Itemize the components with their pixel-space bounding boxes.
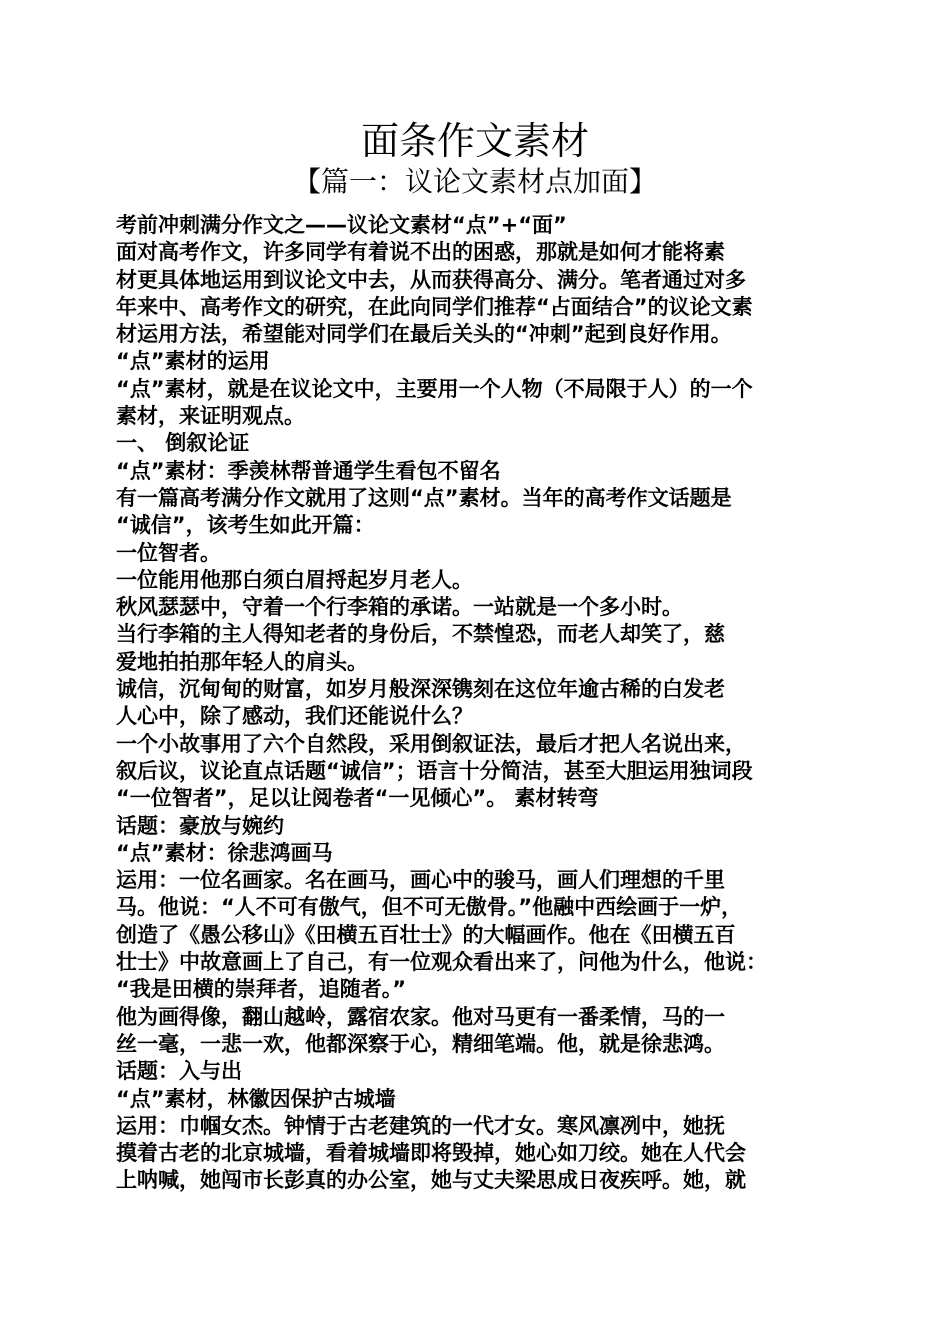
document-title: 面条作文素材 bbox=[360, 119, 589, 163]
body-line: 材更具体地运用到议论文中去，从而获得高分、满分。笔者通过对多 bbox=[116, 267, 746, 292]
body-line: 年来中、高考作文的研究，在此向同学们推荐“占面结合”的议论文素 bbox=[116, 294, 753, 319]
body-line: “一位智者”，足以让阅卷者“一见倾心”。 素材转弯 bbox=[116, 786, 599, 811]
body-line: 创造了《愚公移山》《田横五百壮士》的大幅画作。他在《田横五百 bbox=[116, 922, 736, 947]
body-line: “点”素材，林徽因保护古城墙 bbox=[116, 1086, 396, 1111]
body-line: “诚信”，该考生如此开篇： bbox=[116, 513, 375, 538]
body-line: 有一篇高考满分作文就用了这则“点”素材。当年的高考作文话题是 bbox=[116, 485, 732, 510]
body-line: “点”素材：季羡林帮普通学生看包不留名 bbox=[116, 458, 501, 483]
body-line: 一位智者。 bbox=[116, 540, 221, 565]
body-line: 爱地拍拍那年轻人的肩头。 bbox=[116, 649, 368, 674]
body-line: “点”素材，就是在议论文中，主要用一个人物（不局限于人）的一个 bbox=[116, 376, 753, 401]
body-line: 一位能用他那白须白眉捋起岁月老人。 bbox=[116, 567, 473, 592]
body-line: 摸着古老的北京城墙，看着城墙即将毁掉，她心如刀绞。她在人代会 bbox=[116, 1141, 746, 1166]
body-line: 话题：入与出 bbox=[116, 1059, 242, 1084]
body-line: 壮士》中故意画上了自己，有一位观众看出来了，问他为什么，他说： bbox=[116, 950, 767, 975]
body-line: 诚信，沉甸甸的财富，如岁月般深深镌刻在这位年逾古稀的白发老 bbox=[116, 677, 725, 702]
body-line: 话题：豪放与婉约 bbox=[116, 813, 284, 838]
body-line: 面对高考作文，许多同学有着说不出的困惑，那就是如何才能将素 bbox=[116, 240, 725, 265]
body-line: 一、 倒叙论证 bbox=[116, 431, 250, 456]
body-line: 素材，来证明观点。 bbox=[116, 404, 305, 429]
body-line: 他为画得像，翻山越岭，露宿农家。他对马更有一番柔情，马的一 bbox=[116, 1004, 725, 1029]
body-line: “点”素材：徐悲鸿画马 bbox=[116, 840, 333, 865]
body-line: 人心中，除了感动，我们还能说什么？ bbox=[116, 704, 473, 729]
body-line: 考前冲刺满分作文之——议论文素材“点”+“面” bbox=[116, 213, 567, 237]
body-line: 运用：一位名画家。名在画马，画心中的骏马，画人们理想的千里 bbox=[116, 868, 725, 893]
document-body bbox=[116, 212, 846, 1195]
body-line: “我是田横的崇拜者，追随者。” bbox=[116, 977, 407, 1002]
body-line: 丝一毫，一悲一欢，他都深察于心，精细笔端。他，就是徐悲鸿。 bbox=[116, 1031, 725, 1056]
body-line: 运用：巾帼女杰。钟情于古老建筑的一代才女。寒风凛冽中，她抚 bbox=[116, 1113, 725, 1138]
document-subtitle: 【篇一：议论文素材点加面】 bbox=[292, 165, 657, 198]
body-line: 上呐喊，她闯市长彭真的办公室，她与丈夫梁思成日夜疾呼。她，就 bbox=[116, 1168, 746, 1193]
body-line: 秋风瑟瑟中，守着一个行李箱的承诺。一站就是一个多小时。 bbox=[116, 595, 683, 620]
body-line: 当行李箱的主人得知老者的身份后，不禁惶恐，而老人却笑了，慈 bbox=[116, 622, 725, 647]
body-line: 一个小故事用了六个自然段，采用倒叙证法，最后才把人名说出来， bbox=[116, 731, 746, 756]
body-line: 叙后议，议论直点话题“诚信”；语言十分简洁，甚至大胆运用独词段 bbox=[116, 758, 753, 783]
body-line: 材运用方法，希望能对同学们在最后关头的“冲刺”起到良好作用。 bbox=[116, 322, 732, 347]
body-line: “点”素材的运用 bbox=[116, 349, 270, 374]
body-line: 马。他说：“人不可有傲气，但不可无傲骨。”他融中西绘画于一炉， bbox=[116, 895, 743, 920]
